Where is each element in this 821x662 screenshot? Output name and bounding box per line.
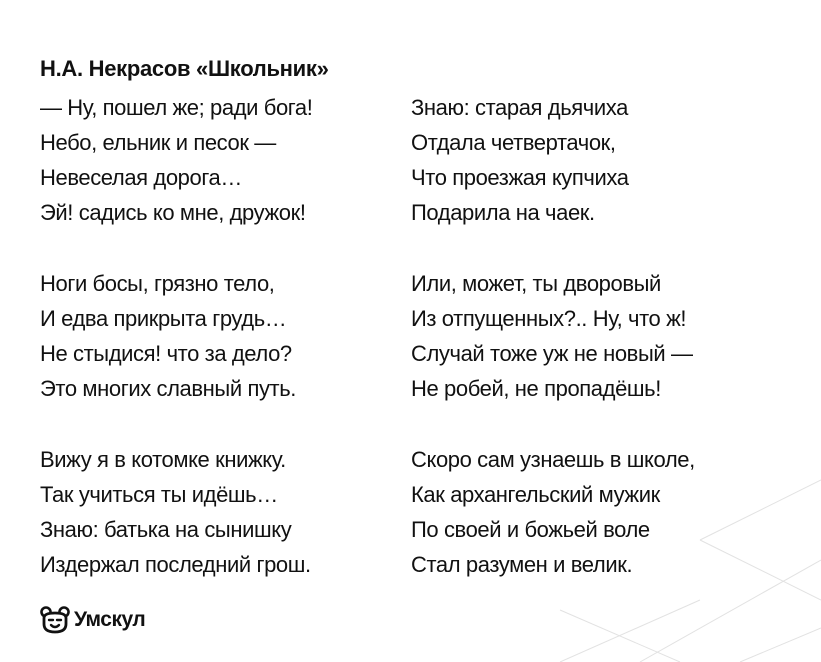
brand-logo — [40, 606, 145, 634]
poem-line: Ноги босы, грязно тело, — [40, 271, 275, 296]
poem-line: Подарила на чаек. — [411, 200, 595, 225]
poem-line: Невеселая дорога… — [40, 165, 242, 190]
poem-line: И едва прикрыта грудь… — [40, 306, 287, 331]
bear-logo-icon — [40, 606, 70, 634]
stanza — [40, 442, 410, 618]
poem-line: Из отпущенных?.. Ну, что ж! — [411, 306, 687, 331]
poem-column-right — [411, 90, 781, 618]
poem-line: Отдала четвертачок, — [411, 130, 616, 155]
poem-column-left — [40, 90, 410, 618]
poem-line: Эй! садись ко мне, дружок! — [40, 200, 306, 225]
poem-title: Н.А. Некрасов «Школьник» — [40, 56, 329, 81]
logo-text: Умскул — [74, 608, 146, 631]
poem-line: Это многих славный путь. — [40, 376, 297, 401]
poem-line: Знаю: старая дьячиха — [411, 95, 628, 120]
poem-line: Не робей, не пропадёшь! — [411, 376, 661, 401]
poem-line: Как архангельский мужик — [411, 482, 660, 507]
poem-line: Или, может, ты дворовый — [411, 271, 661, 296]
poem-line: — Ну, пошел же; ради бога! — [40, 95, 313, 120]
stanza — [40, 266, 410, 442]
poem-line: Вижу я в котомке книжку. — [40, 447, 286, 472]
stanza — [411, 90, 781, 266]
poem-line: Что проезжая купчиха — [411, 165, 629, 190]
stanza — [40, 90, 410, 266]
stanza — [411, 442, 781, 618]
poem-line: Знаю: батька на сынишку — [40, 517, 292, 542]
poem-line: Стал разумен и велик. — [411, 552, 633, 577]
poem-line: Скоро сам узнаешь в школе, — [411, 447, 695, 472]
poem-line: Издержал последний грош. — [40, 552, 311, 577]
poem-line: По своей и божьей воле — [411, 517, 650, 542]
poem-line: Так учиться ты идёшь… — [40, 482, 278, 507]
poem-line: Небо, ельник и песок — — [40, 130, 276, 155]
poem-line: Случай тоже уж не новый — — [411, 341, 693, 366]
poem-line: Не стыдися! что за дело? — [40, 341, 292, 366]
stanza — [411, 266, 781, 442]
